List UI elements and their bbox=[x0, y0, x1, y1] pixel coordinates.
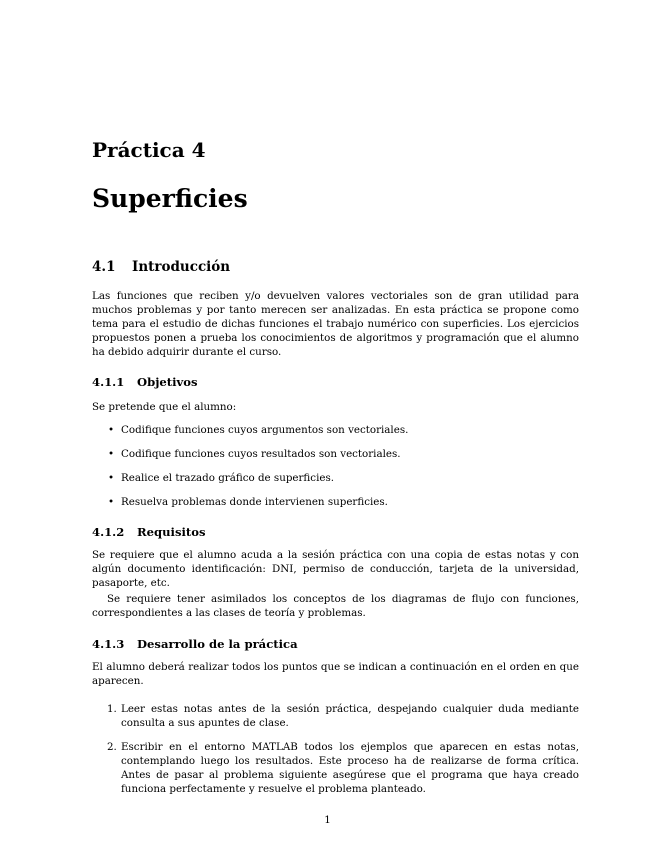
list-item bbox=[107, 740, 579, 796]
requisitos-paragraph-1: Se requiere que el alumno acuda a la sesión práctica con una copia de estas notas y con algún documento identificación: DNI, permiso de conducción, tarjeta de la universidad, pasaporte, etc. bbox=[92, 549, 579, 589]
bullet-icon: • bbox=[108, 472, 115, 484]
list-item: • Resuelva problemas donde intervienen superficies. bbox=[108, 496, 388, 508]
subsection-heading-objetivos bbox=[92, 375, 198, 389]
enum-text: Escribir en el entorno MATLAB todos los ejemplos que aparecen en estas notas, contemplando luego los resultados. Este proceso ha de realizarse de forma crítica. Antes de pasar al problema siguiente asegúrese que el programa que haya creado funciona perfectamente y resuelve el problema planteado. bbox=[121, 741, 579, 795]
subsection-number: 4.1.2 bbox=[92, 525, 125, 539]
enum-number: 1. bbox=[107, 703, 117, 715]
list-item: • Realice el trazado gráfico de superficies. bbox=[108, 472, 335, 484]
enum-number: 2. bbox=[107, 741, 117, 753]
section-heading bbox=[92, 259, 230, 275]
page-title: Superficies bbox=[92, 184, 248, 213]
enum-text: Leer estas notas antes de la sesión práctica, despejando cualquier duda mediante consulta a sus apuntes de clase. bbox=[121, 703, 579, 729]
subsection-number: 4.1.3 bbox=[92, 637, 125, 651]
objetivos-lead: Se pretende que el alumno: bbox=[92, 401, 237, 413]
requisitos-paragraph-2: Se requiere tener asimilados los conceptos de los diagramas de flujo con funciones, correspondientes a las clases de teoría y problemas. bbox=[92, 593, 579, 619]
bullet-icon: • bbox=[108, 448, 115, 460]
subsection-heading-desarrollo bbox=[92, 637, 298, 651]
bullet-icon: • bbox=[108, 424, 115, 436]
list-item bbox=[107, 702, 579, 730]
list-item: • Codifique funciones cuyos argumentos son vectoriales. bbox=[108, 424, 409, 436]
subsection-title: Requisitos bbox=[137, 525, 206, 539]
subsection-title: Objetivos bbox=[137, 375, 198, 389]
desarrollo-lead: El alumno deberá realizar todos los puntos que se indican a continuación en el orden en que aparecen. bbox=[92, 661, 579, 687]
section-number: 4.1 bbox=[92, 259, 116, 275]
list-item: • Codifique funciones cuyos resultados son vectoriales. bbox=[108, 448, 401, 460]
subsection-number: 4.1.1 bbox=[92, 375, 125, 389]
subsection-title: Desarrollo de la práctica bbox=[137, 637, 298, 651]
subsection-heading-requisitos bbox=[92, 525, 206, 539]
chapter-heading: Práctica 4 bbox=[92, 138, 206, 162]
intro-paragraph: Las funciones que reciben y/o devuelven valores vectoriales son de gran utilidad para muchos problemas y por tanto merecen ser analizadas. En esta práctica se propone como tema para el estudio de dichas funciones el trabajo numérico con superficies. Los ejercicios propuestos ponen a prueba los conocimientos de algoritmos y programación que el alumno ha debido adquirir durante el curso. bbox=[92, 290, 579, 358]
page-number: 1 bbox=[324, 814, 331, 826]
section-title: Introducción bbox=[132, 259, 231, 275]
bullet-icon: • bbox=[108, 496, 115, 508]
